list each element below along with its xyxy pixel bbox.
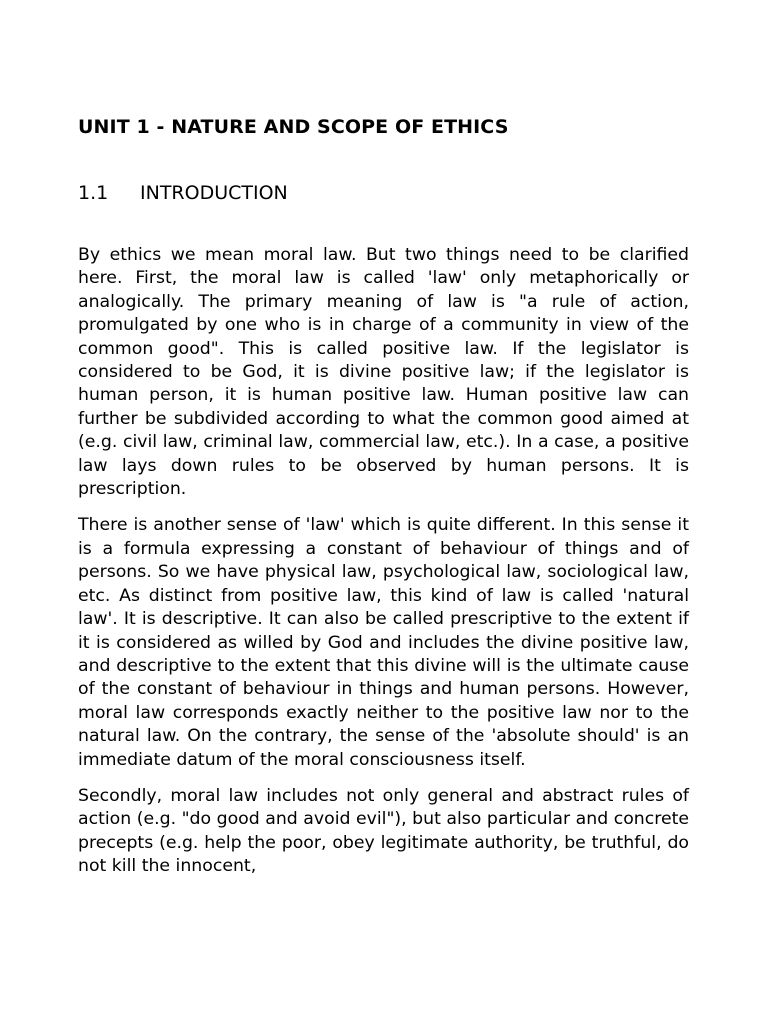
unit-title: UNIT 1 - NATURE AND SCOPE OF ETHICS — [78, 116, 509, 138]
paragraph-2: There is another sense of 'law' which is quite different. In this sense it is a formula expressing a constant of behaviour of things and of persons. So we have physical law, psychological law, sociological law, etc. As distinct from positive law, this kind of law is called 'natural law'. It is descriptive. It can also be called prescriptive to the extent if it is considered as willed by God and includes the divine positive law, and descriptive to the extent that this divine will is the ultimate cause of the constant of behaviour in things and human persons. However, moral law corresponds exactly neither to the positive law nor to the natural law. On the contrary, the sense of the 'absolute should' is an immediate datum of the moral consciousness itself. — [78, 515, 689, 770]
section-title: INTRODUCTION — [140, 182, 288, 204]
document-body — [78, 114, 689, 879]
section-heading — [78, 180, 689, 206]
paragraph-3: Secondly, moral law includes not only general and abstract rules of action (e.g. "do good and avoid evil"), but also particular and concrete precepts (e.g. help the poor, obey legitimate authority, be truthful, do not kill the innocent, — [78, 785, 689, 877]
paragraph-1: By ethics we mean moral law. But two things need to be clarified here. First, the moral law is called 'law' only metaphorically or analogically. The primary meaning of law is "a rule of action, promulgated by one who is in charge of a community in view of the common good". This is called positive law. If the legislator is considered to be God, it is divine positive law; if the legislator is human person, it is human positive law. Human positive law can further be subdivided according to what the common good aimed at (e.g. civil law, criminal law, commercial law, etc.). In a case, a positive law lays down rules to be observed by human persons. It is prescription. — [78, 245, 689, 500]
section-number: 1.1 — [78, 182, 109, 204]
